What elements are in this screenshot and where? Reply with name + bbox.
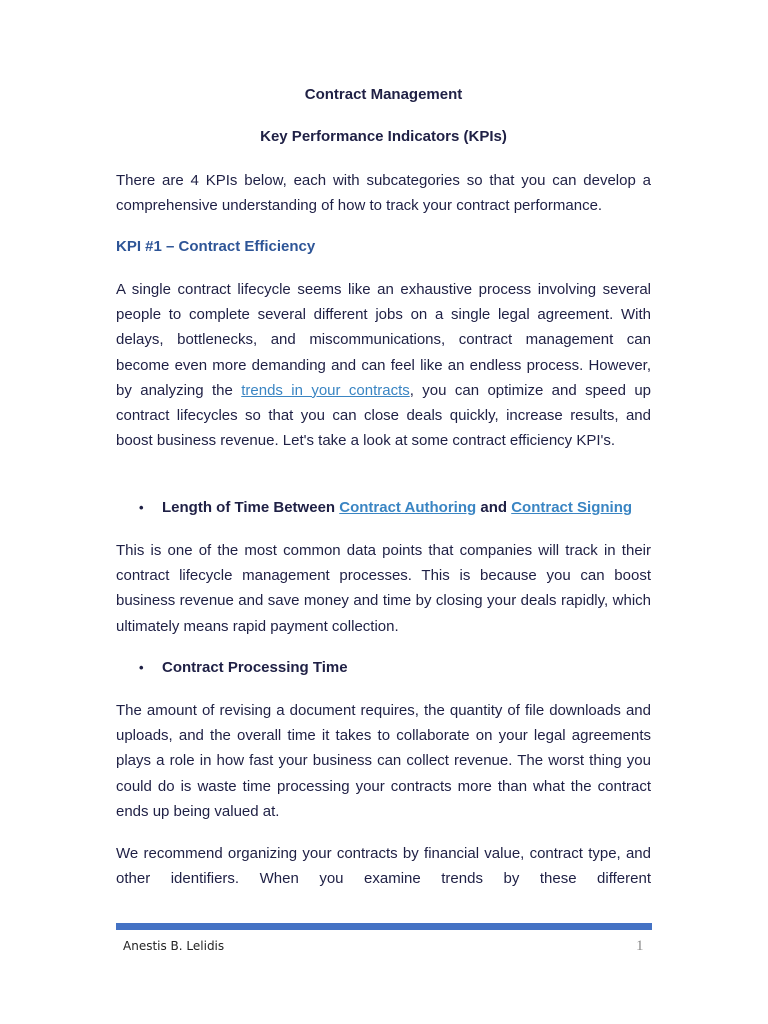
bullet-dot-icon: • [139,660,144,675]
bullet-length-of-time-text [162,499,632,517]
contract-signing-link[interactable]: Contract Signing [511,499,633,516]
bullet-processing-time-text: Contract Processing Time [162,659,348,676]
document-subtitle: Key Performance Indicators (KPIs) [260,128,507,145]
bullet1-paragraph: This is one of the most common data points that companies will track in their contract lifecycle management processes. This is because you can boost business revenue and save money and time by closing your deals rapidly, which ultimately means rapid payment collection. [116,542,651,635]
document-title: Contract Management [304,86,463,103]
contract-authoring-link[interactable]: Contract Authoring [339,499,477,516]
kpi1-text-before-link: A single contract lifecycle seems like an exhaustive process involving several people to complete several different jobs on a single legal agreement. With delays, bottlenecks, and miscommunications, contract management can become even more demanding and can feel like an endless process. However, by analyzing the [116,281,651,399]
bullet1-middle: and [476,499,512,516]
footer-page-number: 1 [636,938,644,954]
footer-rule [116,923,652,930]
kpi1-heading: KPI #1 – Contract Efficiency [116,238,316,255]
kpi1-paragraph [116,277,651,453]
bullet-dot-icon: • [139,500,144,515]
bullet2-paragraph: The amount of revising a document requires, the quantity of file downloads and uploads, and the overall time it takes to collaborate on your legal agreements plays a role in how fast your business can collect revenue. The worst thing you could do is waste time processing your contracts more than what the contract ends up being valued at. [116,702,651,820]
bullet1-prefix: Length of Time Between [162,499,340,516]
intro-paragraph: There are 4 KPIs below, each with subcategories so that you can develop a comprehensive understanding of how to track your contract performance. [116,172,651,215]
trends-link[interactable]: trends in your contracts [241,381,410,399]
kpi1-text-after-link: , you can optimize and speed up contract lifecycles so that you can close deals quickly, increase results, and boost business revenue. Let's take a look at some contract efficiency KPI's. [116,381,652,450]
final-paragraph: We recommend organizing your contracts by financial value, contract type, and other identifiers. When you examine trends by these different [116,845,651,888]
footer-author: Anestis B. Lelidis [123,939,225,953]
